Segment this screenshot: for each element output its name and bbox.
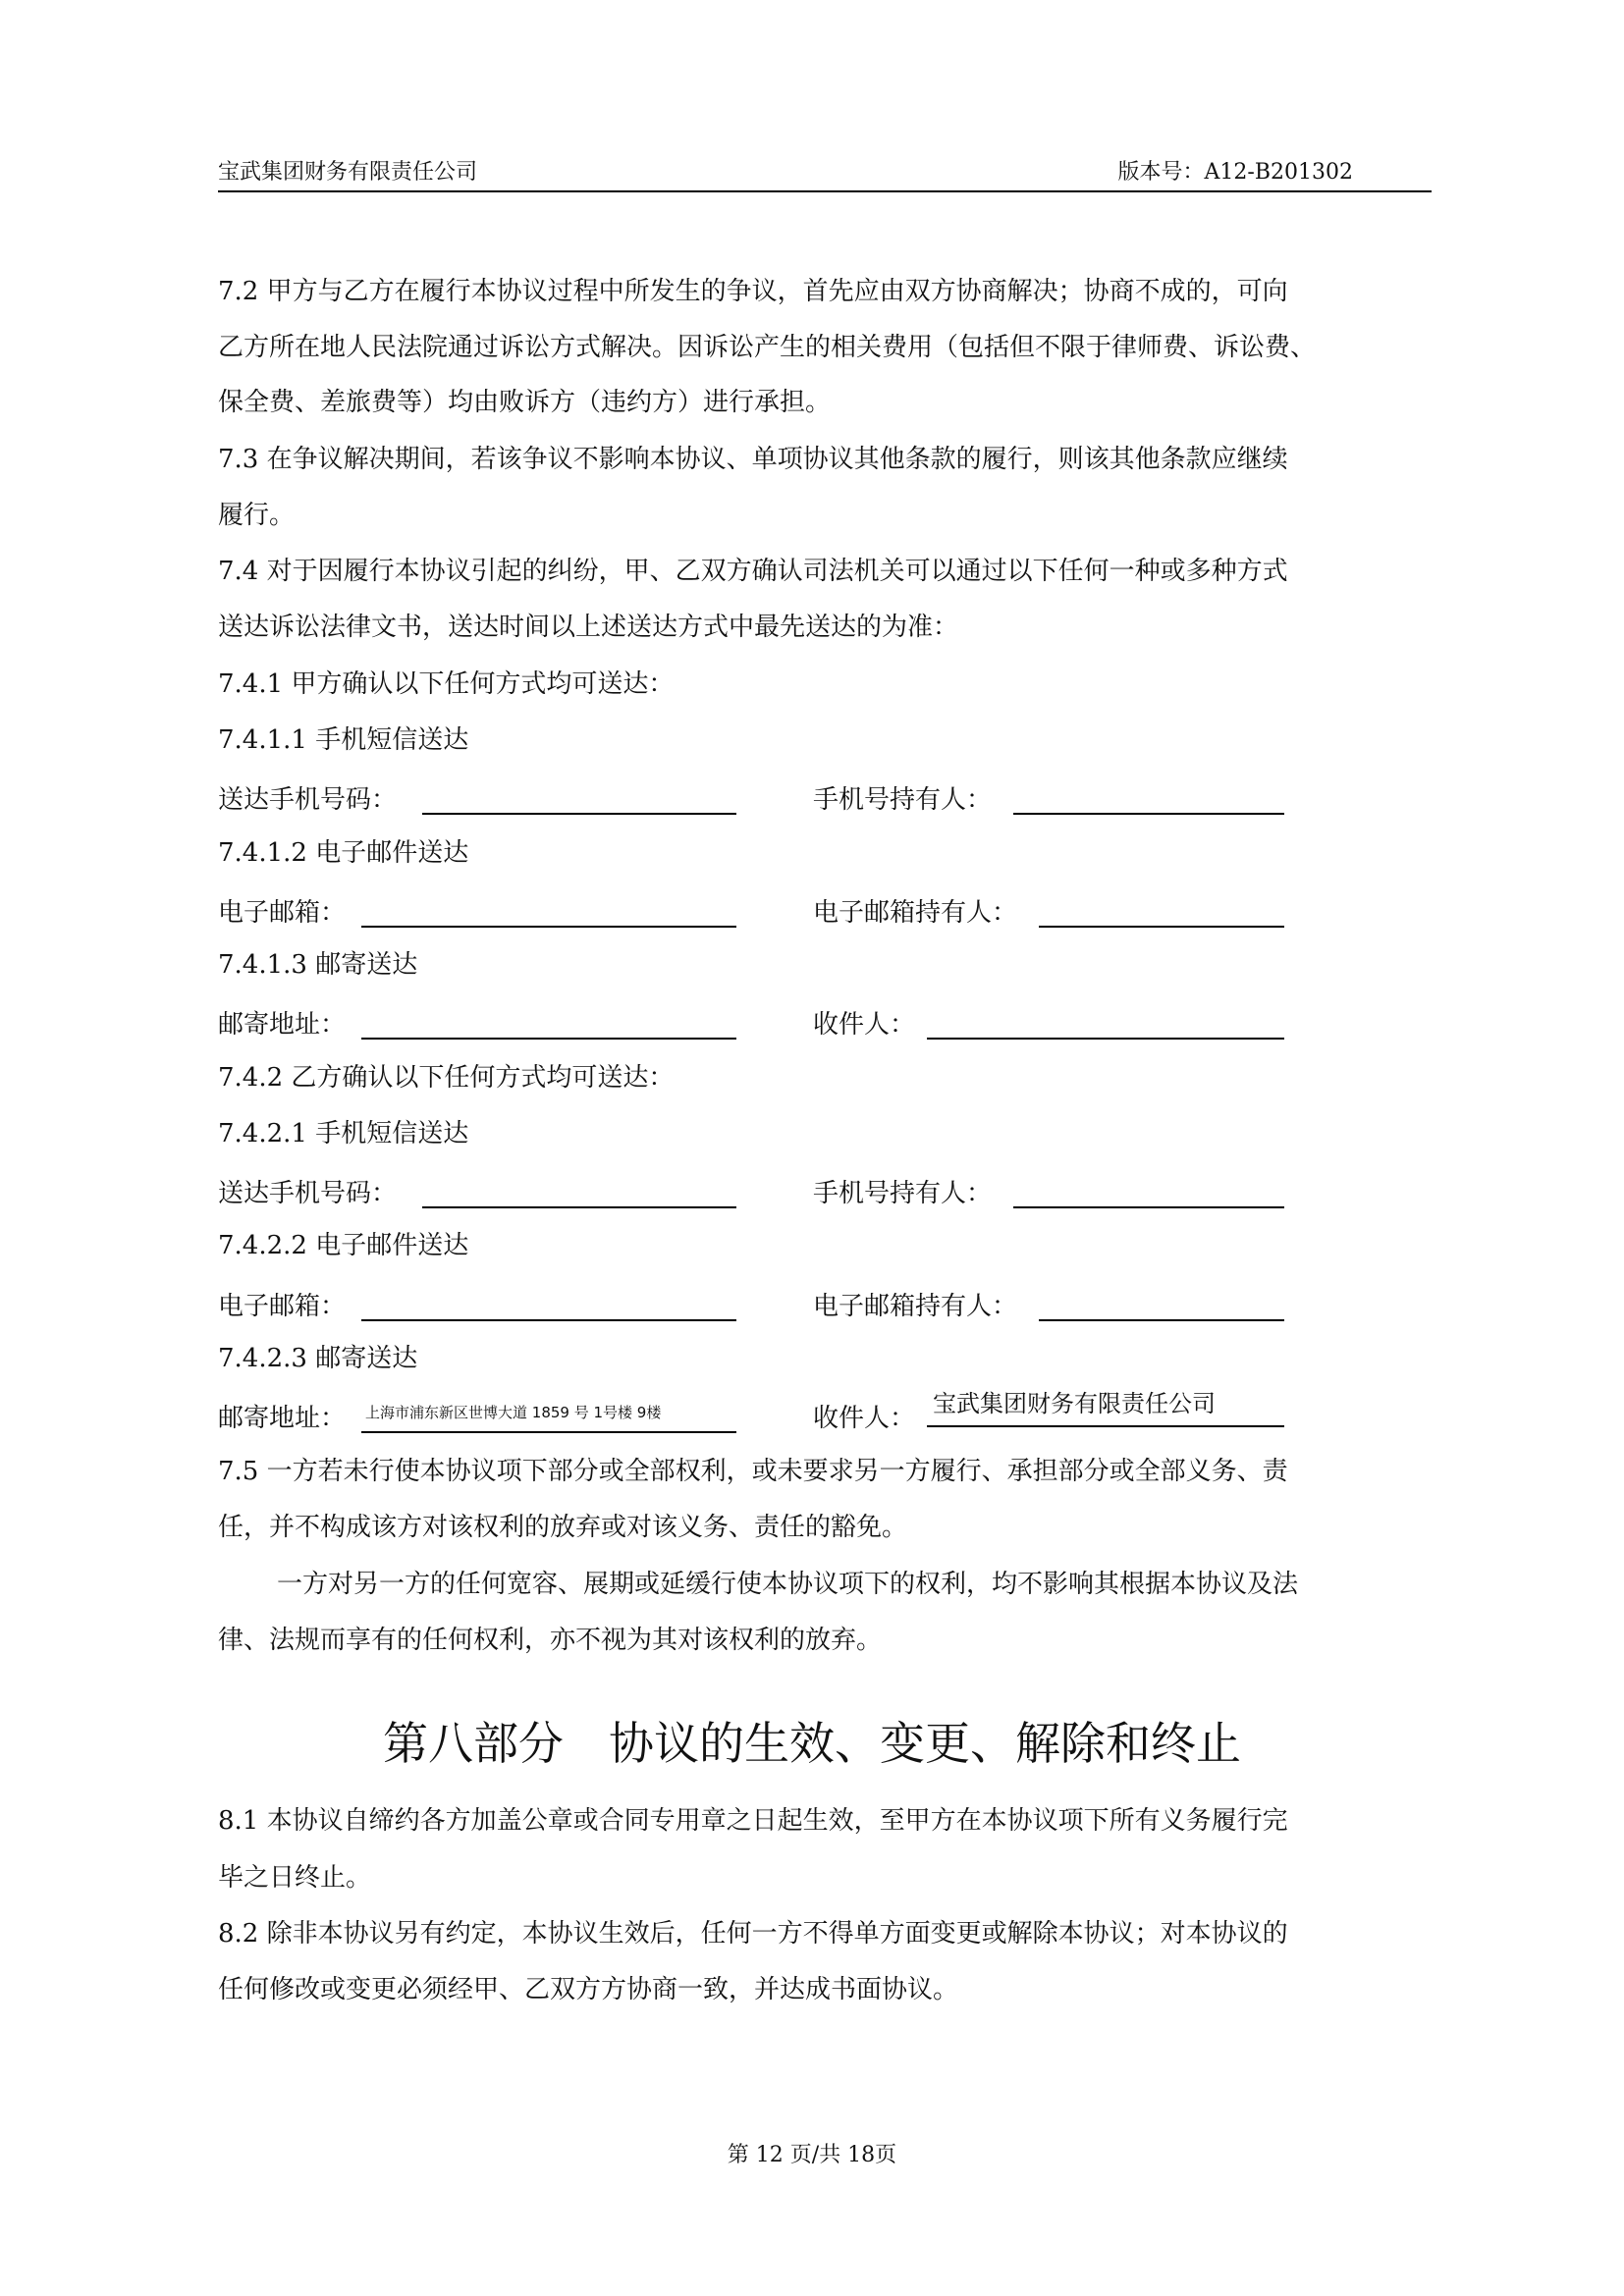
page-header bbox=[218, 155, 1432, 190]
section-8-title: 第八部分 协议的生效、变更、解除和终止 bbox=[383, 1717, 1241, 1770]
p7-3-line-1: 7.3 在争议解决期间，若该争议不影响本协议、单项协议其他条款的履行，则该其他条款应继续 bbox=[218, 445, 1288, 474]
party-a-sms-row bbox=[218, 779, 1298, 817]
party-b-mail-row bbox=[218, 1390, 1298, 1435]
party-a-email-title: 7.4.1.2 电子邮件送达 bbox=[218, 838, 469, 868]
party-a-sms-holder-label: 手机号持有人： bbox=[813, 785, 993, 815]
party-a-email-holder-label: 电子邮箱持有人： bbox=[813, 898, 1018, 928]
header-company: 宝武集团财务有限责任公司 bbox=[218, 160, 478, 185]
p7-4-line-1: 7.4 对于因履行本协议引起的纠纷，甲、乙双方确认司法机关可以通过以下任何一种或多种方式 bbox=[218, 557, 1288, 586]
party-b-mail-field[interactable] bbox=[361, 1431, 736, 1433]
p8-1-line-1: 8.1 本协议自缔约各方加盖公章或合同专用章之日起生效，至甲方在本协议项下所有义务履行完 bbox=[218, 1806, 1288, 1836]
party-a-mail-title: 7.4.1.3 邮寄送达 bbox=[218, 950, 418, 980]
party-b-email-row bbox=[218, 1286, 1298, 1323]
p7-2-line-3: 保全费、差旅费等）均由败诉方（违约方）进行承担。 bbox=[218, 388, 832, 417]
party-a-sms-holder-field[interactable] bbox=[1013, 813, 1284, 815]
party-a-email-row bbox=[218, 892, 1298, 930]
party-a-mail-recipient-label: 收件人： bbox=[813, 1010, 916, 1040]
party-b-sms-title: 7.4.2.1 手机短信送达 bbox=[218, 1119, 469, 1148]
p8-1-line-2: 毕之日终止。 bbox=[218, 1863, 372, 1893]
p7-5-line-1: 7.5 一方若未行使本协议项下部分或全部权利，或未要求另一方履行、承担部分或全部义务、责 bbox=[218, 1457, 1288, 1486]
page-footer: 第 12 页/共 18页 bbox=[727, 2143, 897, 2167]
party-b-email-title: 7.4.2.2 电子邮件送达 bbox=[218, 1231, 469, 1260]
p7-2-line-1: 7.2 甲方与乙方在履行本协议过程中所发生的争议，首先应由双方协商解决；协商不成的，可向 bbox=[218, 277, 1288, 306]
p8-2-line-1: 8.2 除非本协议另有约定，本协议生效后，任何一方不得单方面变更或解除本协议；对本协议的 bbox=[218, 1919, 1288, 1949]
party-b-email-field[interactable] bbox=[361, 1319, 736, 1321]
party-b-sms-field[interactable] bbox=[422, 1206, 736, 1208]
p7-3-line-2: 履行。 bbox=[218, 501, 296, 530]
party-a-mail-recipient-field[interactable] bbox=[927, 1038, 1284, 1040]
p7-4-line-2: 送达诉讼法律文书，送达时间以上述送达方式中最先送达的为准： bbox=[218, 613, 959, 642]
party-a-mail-field[interactable] bbox=[361, 1038, 736, 1040]
party-b-sms-holder-field[interactable] bbox=[1013, 1206, 1284, 1208]
party-b-email-holder-field[interactable] bbox=[1039, 1319, 1284, 1321]
p7-5-line-3: 一方对另一方的任何宽容、展期或延缓行使本协议项下的权利，均不影响其根据本协议及法 bbox=[277, 1570, 1299, 1599]
party-a-email-field[interactable] bbox=[361, 926, 736, 928]
header-version: 版本号：A12-B201302 bbox=[1117, 160, 1353, 185]
party-b-mail-value: 上海市浦东新区世博大道 1859 号 1号楼 9楼 bbox=[365, 1404, 662, 1421]
party-b-email-label: 电子邮箱： bbox=[218, 1292, 347, 1321]
party-b-mail-recipient-field[interactable] bbox=[927, 1425, 1284, 1427]
party-a-sms-label: 送达手机号码： bbox=[218, 785, 398, 815]
party-a-mail-label: 邮寄地址： bbox=[218, 1010, 347, 1040]
party-b-title: 7.4.2 乙方确认以下任何方式均可送达： bbox=[218, 1063, 675, 1093]
party-b-mail-label: 邮寄地址： bbox=[218, 1404, 347, 1433]
p7-5-line-2: 任，并不构成该方对该权利的放弃或对该义务、责任的豁免。 bbox=[218, 1513, 908, 1542]
party-a-title: 7.4.1 甲方确认以下任何方式均可送达： bbox=[218, 669, 675, 699]
party-a-email-label: 电子邮箱： bbox=[218, 898, 347, 928]
party-b-sms-holder-label: 手机号持有人： bbox=[813, 1179, 993, 1208]
party-a-sms-title: 7.4.1.1 手机短信送达 bbox=[218, 725, 469, 755]
header-rule bbox=[218, 190, 1432, 192]
p7-2-line-2: 乙方所在地人民法院通过诉讼方式解决。因诉讼产生的相关费用（包括但不限于律师费、诉讼费、 bbox=[218, 333, 1317, 362]
party-b-mail-recipient-value: 宝武集团财务有限责任公司 bbox=[933, 1390, 1216, 1417]
party-b-mail-title: 7.4.2.3 邮寄送达 bbox=[218, 1344, 418, 1373]
party-b-mail-recipient-label: 收件人： bbox=[813, 1404, 916, 1433]
party-a-mail-row bbox=[218, 1004, 1298, 1041]
party-a-sms-field[interactable] bbox=[422, 813, 736, 815]
party-b-sms-row bbox=[218, 1173, 1298, 1210]
party-b-email-holder-label: 电子邮箱持有人： bbox=[813, 1292, 1018, 1321]
party-b-sms-label: 送达手机号码： bbox=[218, 1179, 398, 1208]
party-a-email-holder-field[interactable] bbox=[1039, 926, 1284, 928]
p8-2-line-2: 任何修改或变更必须经甲、乙双方方协商一致，并达成书面协议。 bbox=[218, 1975, 959, 2004]
p7-5-line-4: 律、法规而享有的任何权利，亦不视为其对该权利的放弃。 bbox=[218, 1626, 883, 1655]
